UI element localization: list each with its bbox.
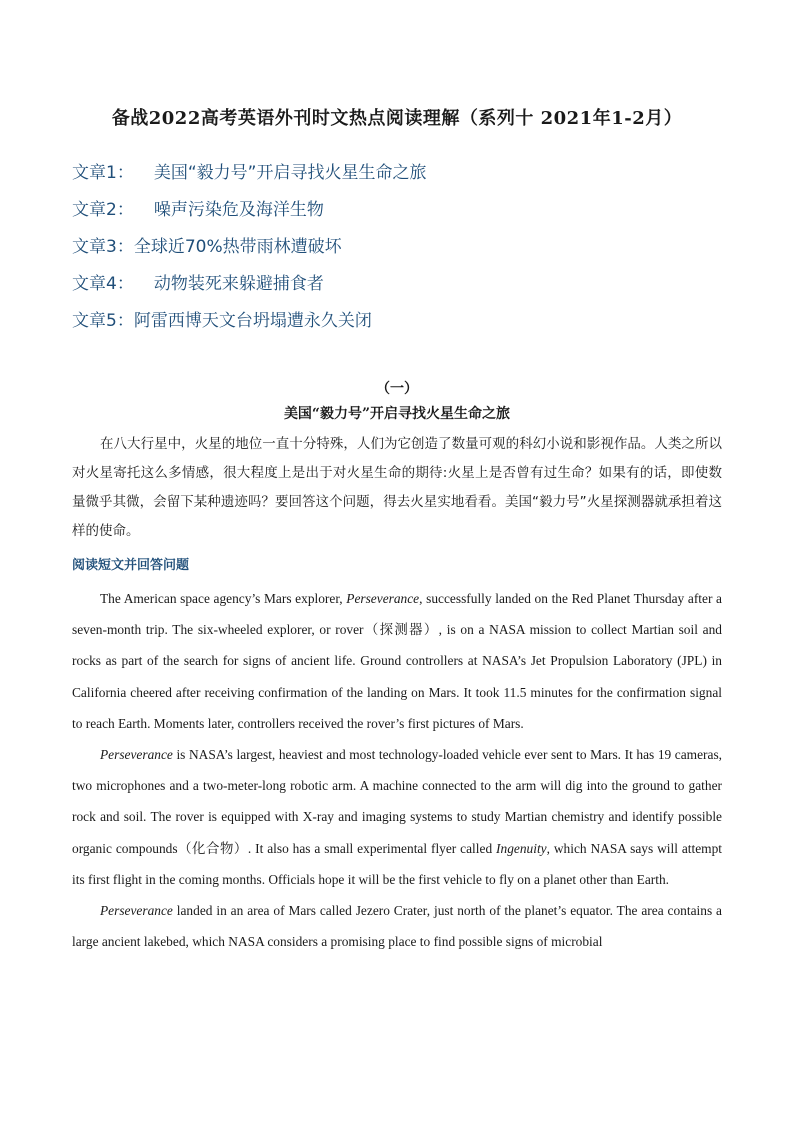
italic-term: Ingenuity	[496, 840, 547, 856]
toc-label: 文章5：	[72, 311, 134, 331]
paragraph-text: landed in an area of Mars called Jezero Crater, just north of the planet’s equator. The area contains a large ancient lakebed, which NASA considers a promising place to find possible signs of microbial	[72, 903, 722, 950]
paragraph-3	[72, 895, 722, 957]
toc-label: 文章1：	[72, 163, 134, 183]
article-body	[72, 583, 722, 957]
paragraph-2	[72, 739, 722, 895]
toc-item-5	[72, 308, 426, 345]
paragraph-text: is NASA’s largest, heaviest and most technology-loaded vehicle ever sent to Mars. It has 19 cameras, two microphones and a two-meter-long robotic arm. A machine connected to the arm will dig into the ground to gather rock and soil. The rover is equipped with X-ray and imaging systems to study Martian chemistry and identify possible organic compounds（化合物）. It also has a small experimental flyer called	[72, 747, 722, 856]
toc-text: 噪声污染危及海洋生物	[153, 200, 324, 220]
toc-label: 文章4：	[72, 274, 134, 294]
section-title: 美国“毅力号”开启寻找火星生命之旅	[283, 406, 511, 422]
toc-text: 美国“毅力号”开启寻找火星生命之旅	[153, 163, 427, 183]
italic-term: Perseverance	[346, 591, 420, 606]
toc-text: 动物装死来躲避捕食者	[153, 274, 324, 294]
toc-item-3	[72, 234, 426, 271]
toc-item-2	[72, 197, 426, 234]
toc-text: 阿雷西博天文台坍塌遭永久关闭	[133, 311, 372, 331]
paragraph-text: The American space agency’s Mars explorer,	[100, 591, 347, 606]
section-number: （一）	[376, 381, 418, 397]
paragraph-text: , which NASA says will attempt its first flight in the coming months. Officials hope it will be the first vehicle to fly on a planet other than Earth.	[72, 840, 722, 887]
section-intro: 在八大行星中，火星的地位一直十分特殊，人们为它创造了数量可观的科幻小说和影视作品。人类之所以对火星寄托这么多情感，很大程度上是出于对火星生命的期待:火星上是否曾有过生命？如果有的话，即使数量微乎其微，会留下某种遗迹吗？要回答这个问题，得去火星实地看看。美国“毅力号”火星探测器就承担着这样的使命。	[72, 436, 722, 539]
paragraph-1	[72, 583, 722, 739]
table-of-contents	[72, 160, 426, 345]
toc-item-4	[72, 271, 426, 308]
paragraph-text: , successfully landed on the Red Planet Thursday after a seven-month trip. The six-wheeled explorer, or rover（探测器）, is on a NASA mission to collect Martian soil and rocks as part of the search for signs of ancient life. Ground controllers at NASA’s Jet Propulsion Laboratory (JPL) in California cheered after receiving confirmation of the landing on Mars. It took 11.5 minutes for the confirmation signal to reach Earth. Moments later, controllers received the rover’s first pictures of Mars.	[72, 591, 723, 731]
toc-text: 全球近70%热带雨林遭破坏	[133, 237, 342, 257]
toc-item-1	[72, 160, 426, 197]
toc-label: 文章2：	[72, 200, 134, 220]
italic-term: Perseverance	[100, 747, 173, 763]
toc-label: 文章3：	[72, 237, 134, 257]
task-instruction: 阅读短文并回答问题	[72, 558, 190, 573]
italic-term: Perseverance	[100, 903, 173, 919]
document-title: 备战2022高考英语外刊时文热点阅读理解（系列十 2021年1-2月）	[111, 108, 683, 129]
